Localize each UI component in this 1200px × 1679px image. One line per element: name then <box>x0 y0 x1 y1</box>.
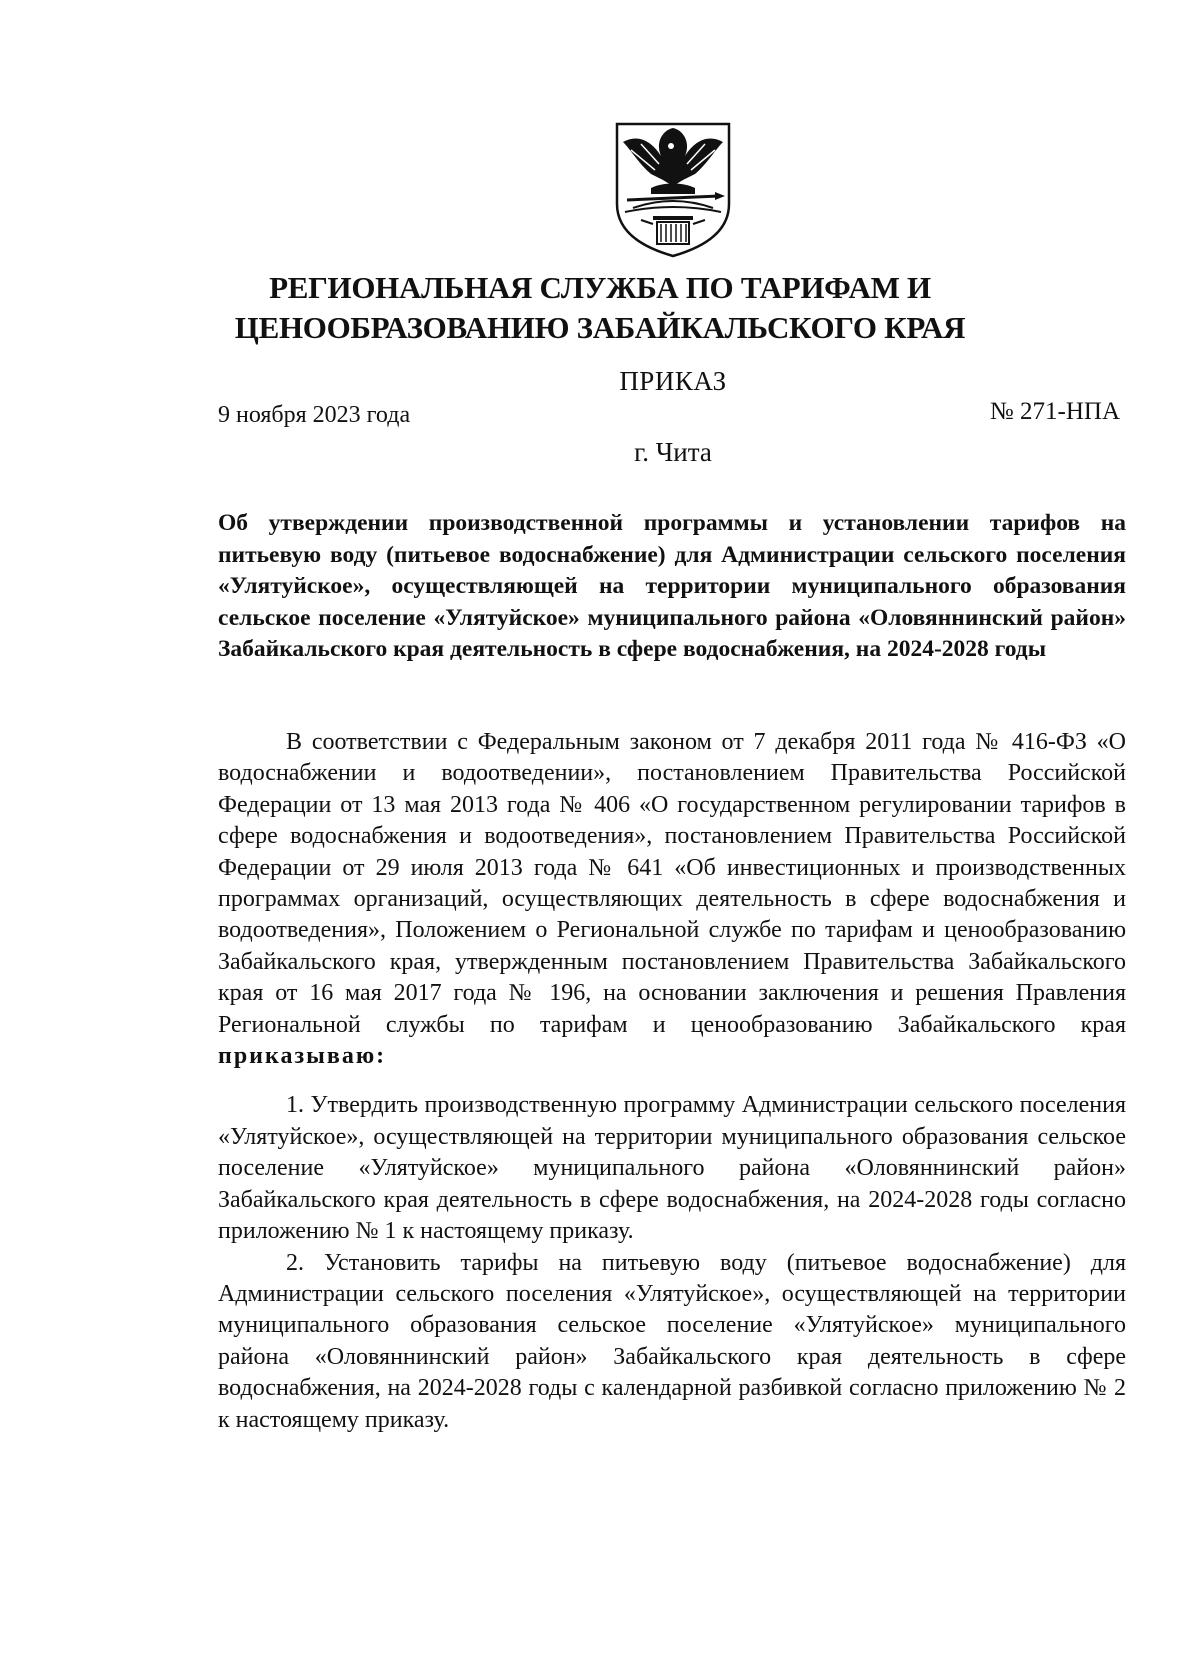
organization-title <box>160 268 1040 348</box>
order-item-1: 1. Утвердить производственную программу Администрации сельского поселения «Улятуйское», осуществляющей на территории муниципального образования сельское поселение «Улятуйское» муниципального района «Оловяннинский район» Забайкальского края деятельность в сфере водоснабжения, на 2024-2028 годы согласно приложению № 1 к настоящему приказу. <box>218 1092 1126 1245</box>
document-date: 9 ноября 2023 года <box>218 402 411 428</box>
organization-title-line-2: ЦЕНООБРАЗОВАНИЮ ЗАБАЙКАЛЬСКОГО КРАЯ <box>234 310 966 345</box>
preamble-text: В соответствии с Федеральным законом от 7 декабря 2011 года № 416-ФЗ «О водоснабжении и водоотведении», постановлением Правительства Российской Федерации от 13 мая 2013 года № 406 «О государственном регулировании тарифов в сфере водоснабжения и водоотведения», постановлением Правительства Российской Федерации от 29 июля 2013 года № 641 «Об инвестиционных и производственных программах организаций, осуществляющих деятельность в сфере водоснабжения и водоотведения», Положением о Региональной службе по тарифам и ценообразованию Забайкальского края, утвержденным постановлением Правительства Забайкальского края от 16 мая 2017 года № 196, на основании заключения и решения Правления Региональной службы по тарифам и ценообразованию Забайкальского края <box>218 729 1126 1038</box>
document-type: ПРИКАЗ <box>619 366 727 396</box>
document-city: г. Чита <box>634 437 712 467</box>
organization-title-line-1: РЕГИОНАЛЬНАЯ СЛУЖБА ПО ТАРИФАМ И <box>269 270 931 305</box>
document-number: № 271-НПА <box>989 398 1120 425</box>
order-item-2: 2. Установить тарифы на питьевую воду (питьевое водоснабжение) для Администрации сельского поселения «Улятуйское», осуществляющей на территории муниципального образования сельское поселение «Улятуйское» муниципального района «Оловяннинский район» Забайкальского края деятельность в сфере водоснабжения, на 2024-2028 годы с календарной разбивкой согласно приложению № 2 к настоящему приказу. <box>218 1249 1126 1433</box>
zabaykalsky-coat-of-arms-icon <box>611 120 735 260</box>
order-word: приказываю: <box>218 1043 387 1070</box>
document-body <box>218 727 1126 1436</box>
preamble-paragraph <box>218 727 1126 1072</box>
document-subject: Об утверждении производственной программы и установлении тарифов на питьевую воду (питьевое водоснабжение) для Администрации сельского поселения «Улятуйское», осуществляющей на территории муниципального образования сельское поселение «Улятуйское» муниципального района «Оловяннинский район» Забайкальского края деятельность в сфере водоснабжения, на 2024-2028 годы <box>218 510 1126 662</box>
